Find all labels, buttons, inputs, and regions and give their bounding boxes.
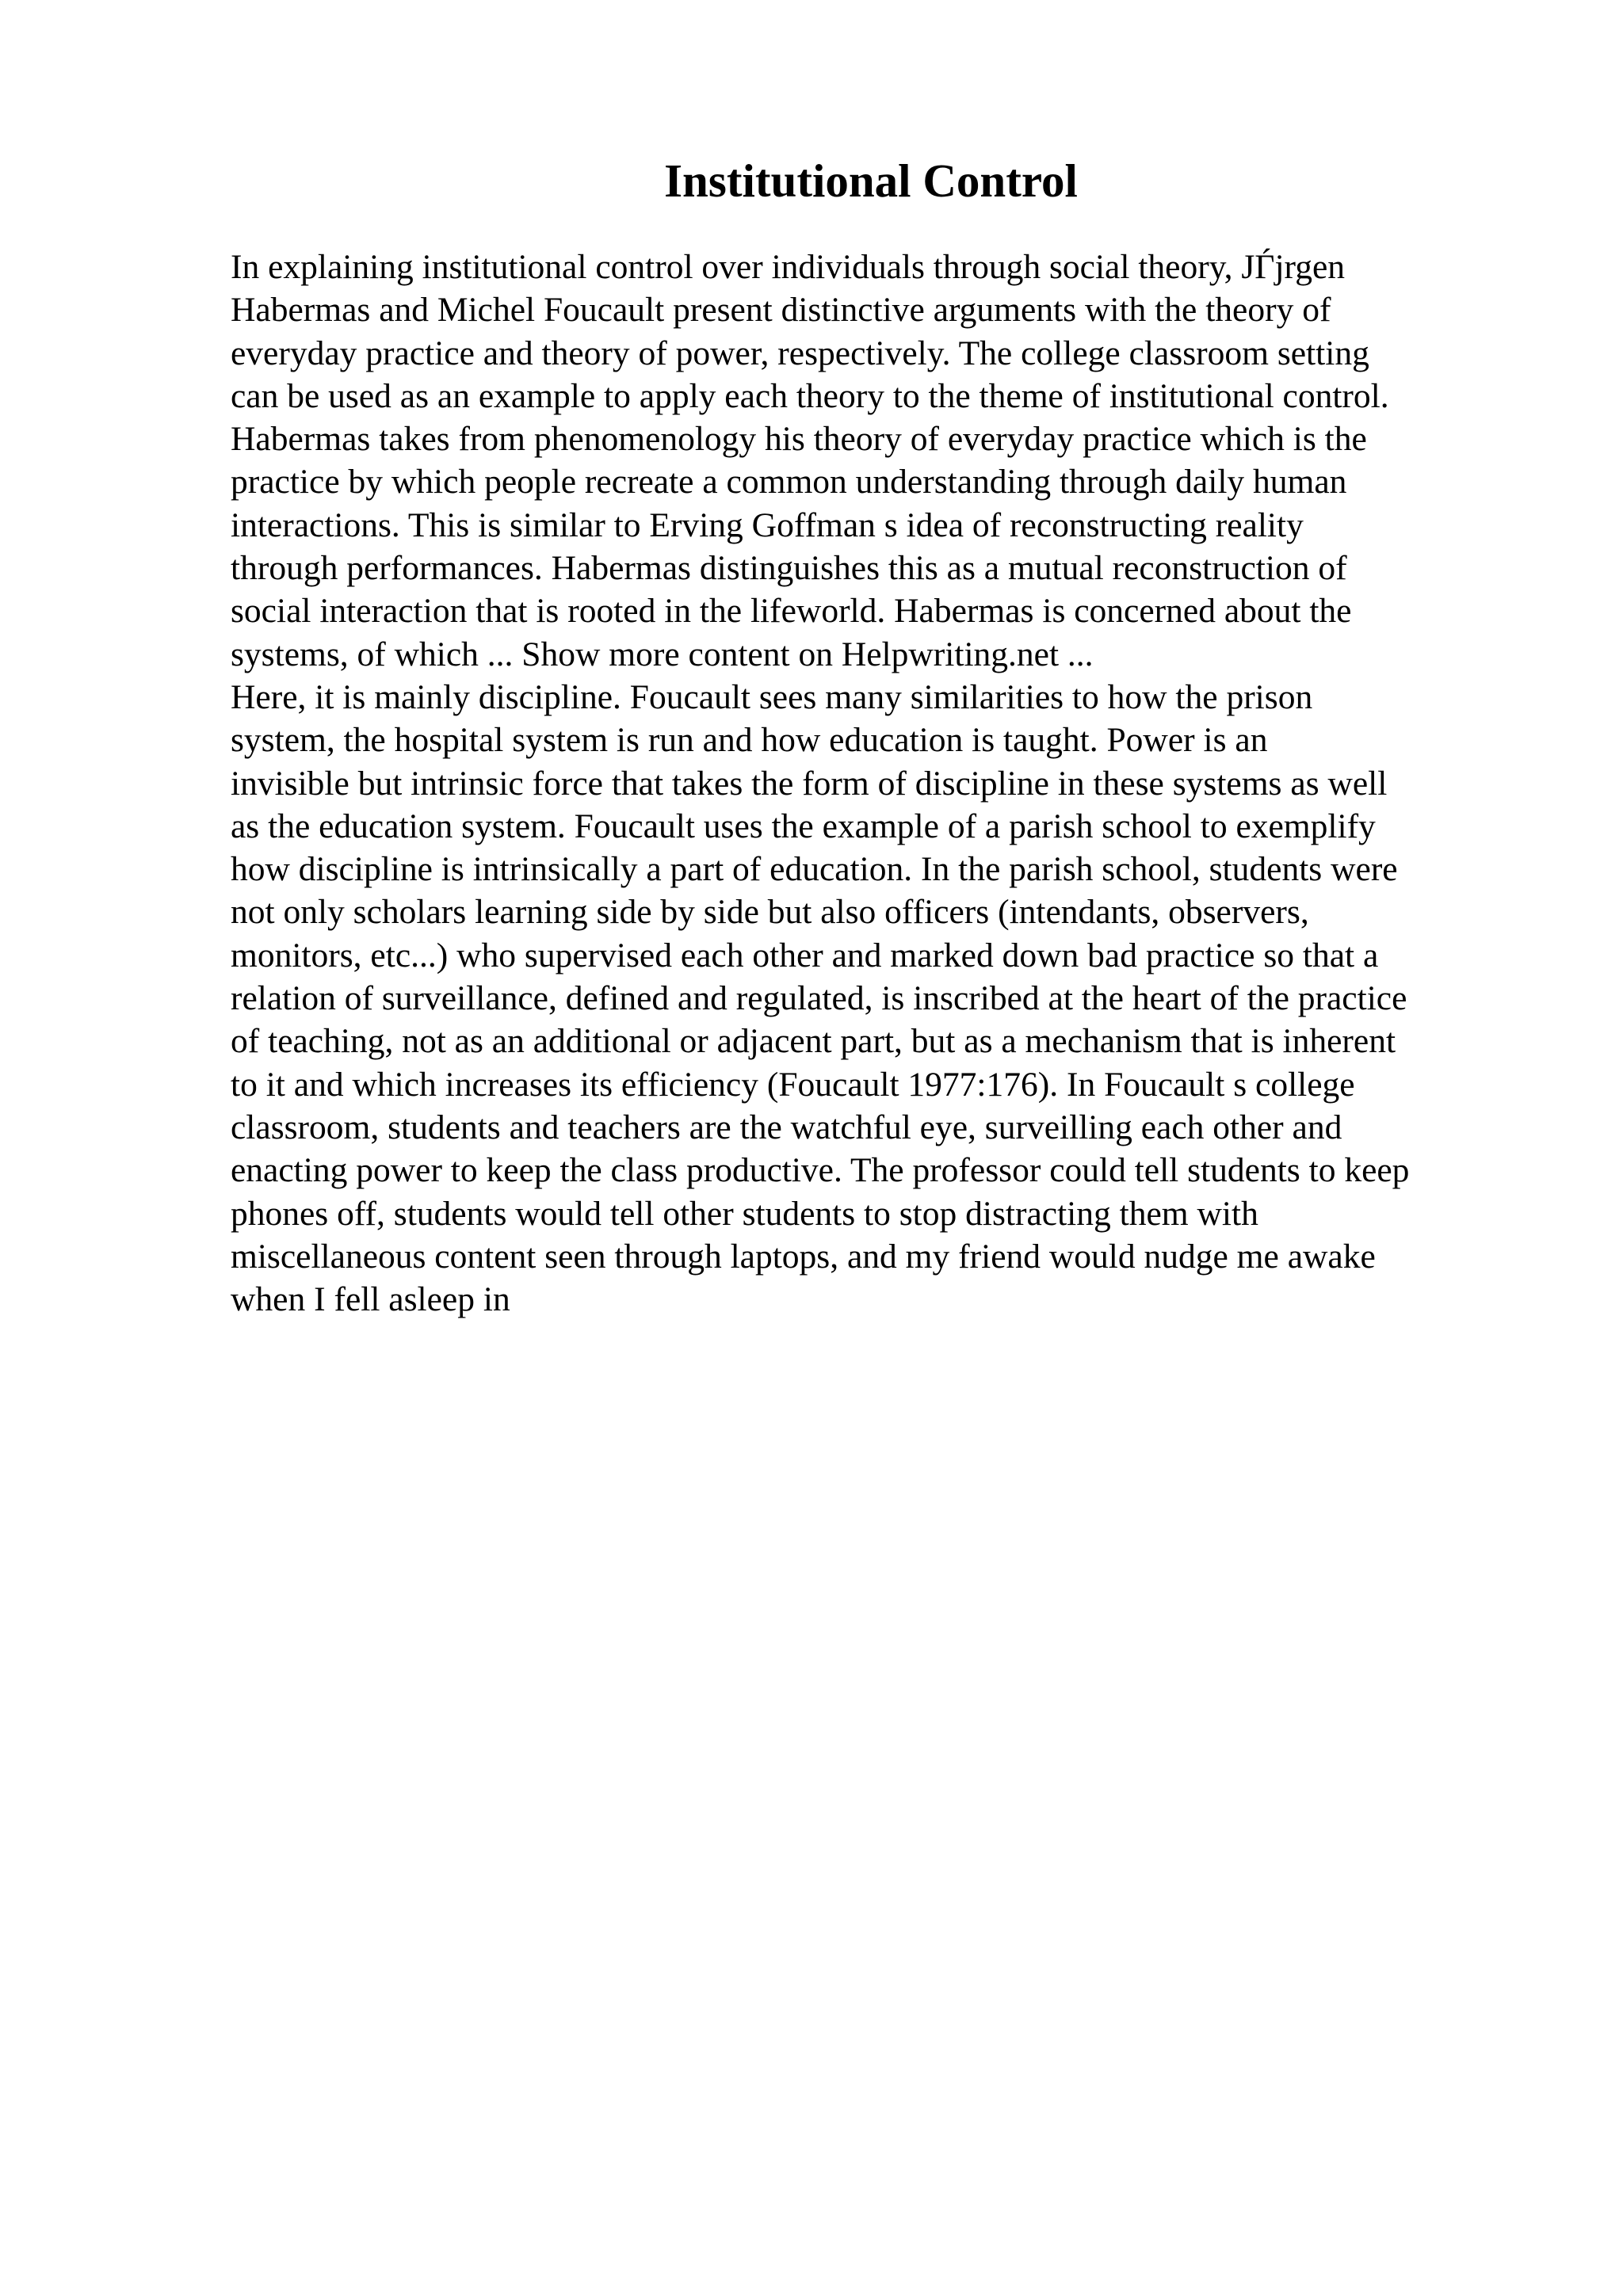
body-line: monitors, etc...) who supervised each other and marked down bad practice so that a [231,936,1379,974]
body-line: invisible but intrinsic force that takes the form of discipline in these systems as well [231,764,1388,803]
document-title: Institutional Control [664,154,1078,207]
body-line: social interaction that is rooted in the lifeworld. Habermas is concerned about the [231,592,1352,631]
body-line: to it and which increases its efficiency (Foucault 1977:176). In Foucault s college [231,1065,1355,1104]
body-line: phones off, students would tell other students to stop distracting them with [231,1194,1258,1233]
body-line: interactions. This is similar to Erving Goffman s idea of reconstructing reality [231,505,1304,544]
body-line: Habermas takes from phenomenology his theory of everyday practice which is the [231,420,1367,459]
body-line: how discipline is intrinsically a part of education. In the parish school, students were [231,850,1398,889]
body-line: system, the hospital system is run and how education is taught. Power is an [231,721,1268,760]
body-line: relation of surveillance, defined and regulated, is inscribed at the heart of the practice [231,979,1407,1018]
body-line: can be used as an example to apply each theory to the theme of institutional control. [231,376,1389,415]
body-line: Habermas and Michel Foucault present distinctive arguments with the theory of [231,291,1331,330]
body-line: practice by which people recreate a common understanding through daily human [231,463,1347,502]
body-line: everyday practice and theory of power, respectively. The college classroom setting [231,334,1369,372]
body-line: through performances. Habermas distinguishes this as a mutual reconstruction of [231,549,1347,588]
body-line: In explaining institutional control over individuals through social theory, JЃjrgen [231,248,1346,286]
body-line: enacting power to keep the class productive. The professor could tell students to keep [231,1151,1410,1190]
body-line: classroom, students and teachers are the watchful eye, surveilling each other and [231,1108,1342,1146]
body-line: Here, it is mainly discipline. Foucault sees many similarities to how the prison [231,677,1313,716]
body-line: of teaching, not as an additional or adjacent part, but as a mechanism that is inherent [231,1022,1396,1061]
body-line: systems, of which ... Show more content on Helpwriting.net ... [231,635,1094,673]
body-line: not only scholars learning side by side but also officers (intendants, observers, [231,893,1309,932]
body-line: as the education system. Foucault uses the example of a parish school to exemplify [231,807,1376,845]
document-body [231,246,1594,1321]
body-line: when I fell asleep in [231,1280,510,1319]
body-line: miscellaneous content seen through laptops, and my friend would nudge me awake [231,1237,1376,1276]
